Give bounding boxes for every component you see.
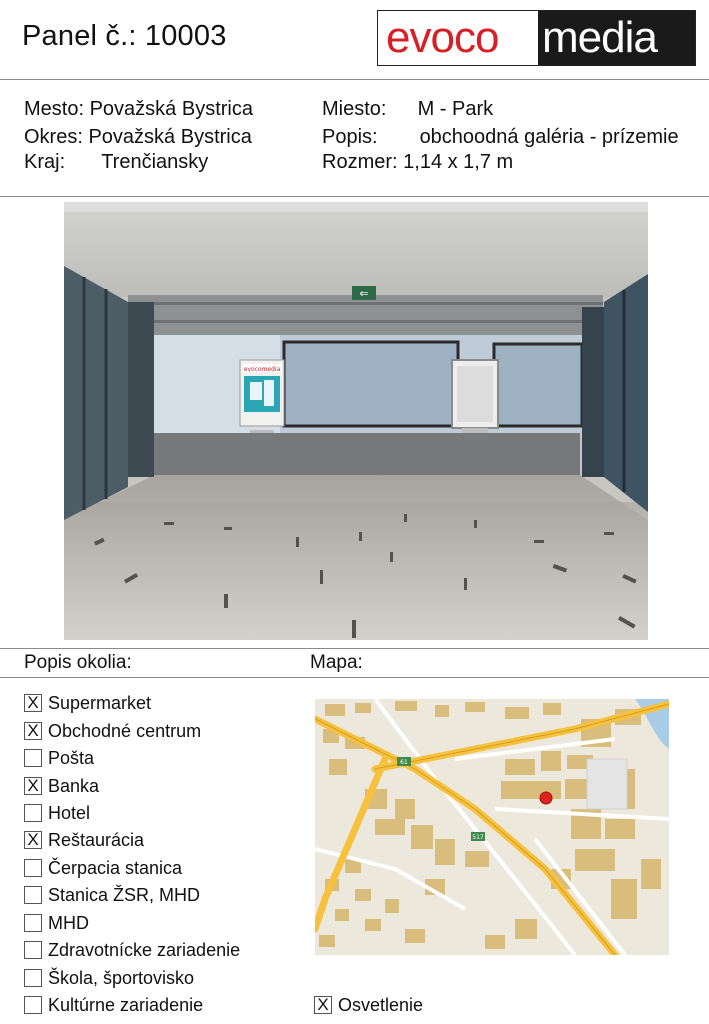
divider-photo [0,648,709,649]
location-marker-icon [540,792,552,804]
okres-label: Okres: [24,126,83,148]
checkbox-label: Stanica ŽSR, MHD [48,884,201,905]
checkbox[interactable] [24,804,42,822]
checkbox[interactable] [24,886,42,904]
checkbox[interactable]: X [24,722,42,740]
road-shield-517: 517 [472,834,484,841]
checkbox-label: Zdravotnícke zariadenie [48,939,241,960]
exit-sign-icon: ⇐ [359,287,369,300]
rozmer-value: 1,14 x 1,7 m [403,151,514,173]
panel-number: Panel č.: 10003 [22,20,227,52]
mesto-label: Mesto: [24,98,85,120]
road-shield-61: 61 [400,759,408,766]
list-item [24,775,99,797]
list-item [24,994,203,1016]
list-item [24,829,144,851]
popis-okolia-heading: Popis okolia: [24,652,132,673]
rozmer-row [322,150,513,174]
checkbox[interactable] [24,749,42,767]
miesto-value: M - Park [417,98,494,120]
checkbox[interactable] [24,996,42,1014]
kraj-label: Kraj: [24,151,66,173]
lighting-item [314,994,423,1016]
list-item [24,802,90,824]
divider-header [0,79,709,80]
list-item [24,857,182,879]
checkbox[interactable] [24,941,42,959]
mapa-heading: Mapa: [310,652,363,673]
popis-value: obchoodná galéria - prízemie [419,126,679,148]
list-item [24,692,151,714]
divider-sections [0,677,709,678]
list-item [24,884,200,906]
checkbox[interactable]: X [24,694,42,712]
checkbox-label: Škola, športovisko [48,967,195,988]
checkbox-label: Pošta [48,747,95,768]
lighting-label: Osvetlenie [338,994,424,1015]
checkbox-label: Banka [48,775,100,796]
divider-details [0,196,709,197]
list-item [24,939,240,961]
checkbox[interactable]: X [24,777,42,795]
popis-row [322,125,679,149]
miesto-row [322,97,493,121]
checkbox-label: Hotel [48,802,91,823]
list-item [24,912,89,934]
mesto-row [24,97,253,121]
list-item [24,747,94,769]
checkbox-label: Supermarket [48,692,152,713]
list-item [24,720,201,742]
logo-text-evoco: evoco [378,11,538,65]
miesto-label: Miesto: [322,98,387,120]
checkbox[interactable] [24,859,42,877]
ad-logo: evocomedia [243,366,281,373]
map-illustration [315,699,669,955]
logo-text-media: media [538,11,695,65]
checkbox[interactable] [24,914,42,932]
photo-illustration [64,202,648,640]
checkbox-label: Čerpacia stanica [48,857,183,878]
checkbox[interactable]: X [24,831,42,849]
checkbox-label: Kultúrne zariadenie [48,994,204,1015]
location-map [315,699,669,955]
list-item [24,967,194,989]
checkbox-label: Obchodné centrum [48,720,202,741]
checkbox-label: Reštaurácia [48,829,145,850]
location-photo [64,202,648,640]
okres-value: Považská Bystrica [88,126,252,148]
kraj-value: Trenčiansky [101,151,209,173]
mesto-value: Považská Bystrica [89,98,253,120]
okres-row [24,125,252,149]
kraj-row [24,150,208,174]
checkbox[interactable] [24,969,42,987]
evocomedia-logo [377,10,696,66]
checkbox-label: MHD [48,912,89,933]
lighting-checkbox[interactable]: X [314,996,332,1014]
popis-label: Popis: [322,126,378,148]
rozmer-label: Rozmer: [322,151,398,173]
